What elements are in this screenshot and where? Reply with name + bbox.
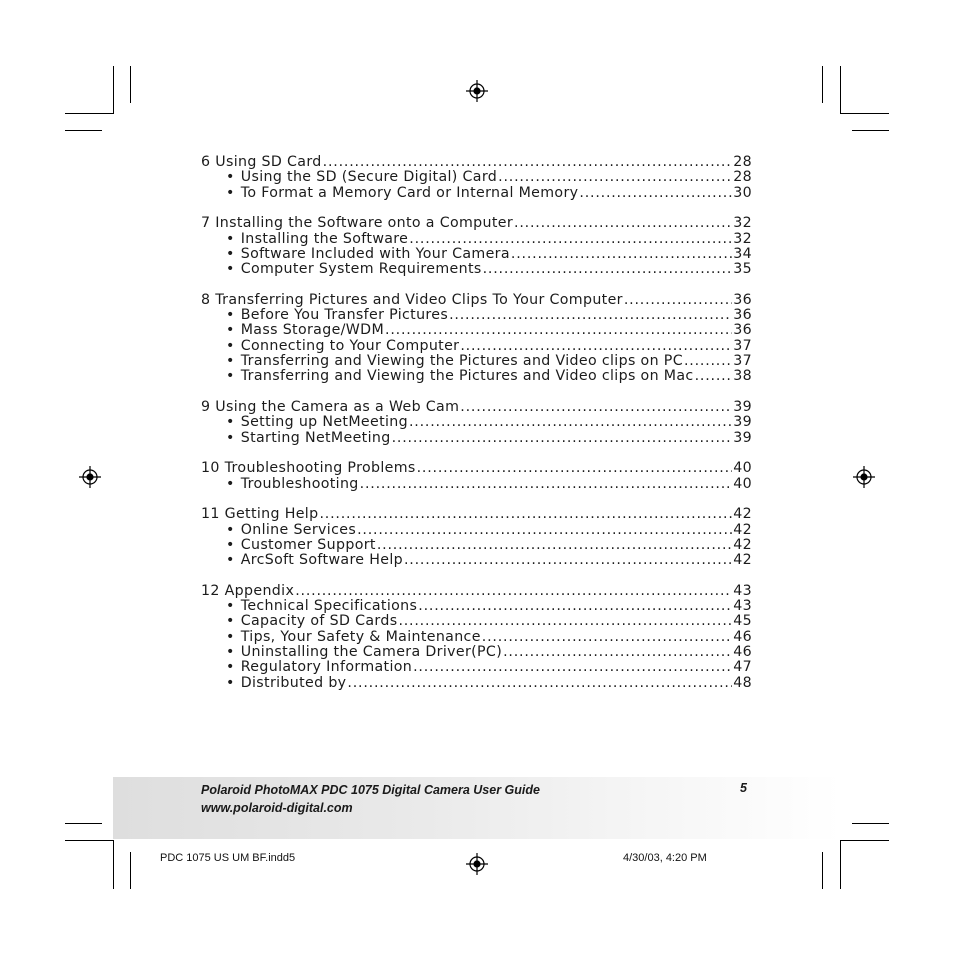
dot-leader [409,415,732,430]
toc-sub-entry [201,599,752,614]
toc-item-label: Connecting to Your Computer [240,338,460,354]
toc-sub-entry [201,538,752,553]
dot-leader [684,354,732,369]
footer-title: Polaroid PhotoMAX PDC 1075 Digital Camera User Guide [201,783,540,797]
bullet-icon: • [226,231,235,247]
toc-page-number: 43 [733,583,752,599]
toc-item-label: Online Services [240,522,357,538]
page-number: 5 [740,781,747,795]
toc-sub-entry [201,308,752,323]
toc-item-label: Customer Support [240,537,376,553]
toc-page-number: 42 [733,537,752,553]
bullet-icon: • [226,185,235,201]
bullet-icon: • [226,430,235,446]
registration-mark-icon [466,80,488,102]
dot-leader [404,553,732,568]
toc-item-label: To Format a Memory Card or Internal Memory [240,185,579,201]
bullet-icon: • [226,537,235,553]
dot-leader [418,599,732,614]
bleed-line [65,840,114,841]
toc-section [201,400,752,446]
dot-leader [409,232,732,247]
bullet-icon: • [226,338,235,354]
dot-leader [385,323,732,338]
dot-leader [579,186,732,201]
dot-leader [503,645,732,660]
toc-page-number: 39 [733,415,752,431]
toc-page-number: 32 [733,231,752,247]
toc-chapter-title: 11 Getting Help [201,507,319,523]
toc-page-number: 42 [733,522,752,538]
toc-chapter-entry [201,584,752,599]
bullet-icon: • [226,660,235,676]
toc-page-number: 48 [733,675,752,691]
toc-chapter-title: 10 Troubleshooting Problems [201,461,416,477]
bullet-icon: • [226,599,235,615]
toc-section [201,461,752,492]
bullet-icon: • [226,308,235,324]
toc-item-label: Transferring and Viewing the Pictures and Video clips on Mac [240,369,694,385]
toc-page-number: 28 [733,155,752,170]
toc-item-label: Before You Transfer Pictures [240,308,449,324]
toc-page-number: 45 [733,614,752,630]
toc-page-number: 40 [733,461,752,477]
bleed-line [840,113,889,114]
toc-sub-entry [201,369,752,384]
dot-leader [449,308,732,323]
toc-sub-entry [201,660,752,675]
toc-page-number: 39 [733,400,752,416]
dot-leader [514,216,732,231]
toc-page-number: 39 [733,430,752,446]
registration-mark-icon [79,466,101,488]
toc-sub-entry [201,186,752,201]
toc-item-label: Setting up NetMeeting [240,415,408,431]
toc-sub-entry [201,645,752,660]
toc-chapter-title: 12 Appendix [201,583,295,599]
table-of-contents [201,155,752,706]
slug-filename: PDC 1075 US UM BF.indd5 [160,852,296,864]
bleed-line [113,841,114,889]
slug-date: 4/30/03, 4:20 PM [623,852,707,864]
toc-page-number: 36 [733,308,752,324]
toc-page-number: 40 [733,476,752,492]
bullet-icon: • [226,323,235,339]
crop-mark-icon [822,66,823,103]
toc-page-number: 36 [733,323,752,339]
bullet-icon: • [226,246,235,262]
toc-item-label: Using the SD (Secure Digital) Card [240,170,498,186]
toc-chapter-title: 6 Using SD Card [201,155,322,170]
dot-leader [295,584,732,599]
toc-item-label: Starting NetMeeting [240,430,391,446]
toc-item-label: Uninstalling the Camera Driver(PC) [240,645,503,661]
toc-item-label: Computer System Requirements [240,262,482,278]
toc-page-number: 46 [733,645,752,661]
bullet-icon: • [226,170,235,186]
bleed-line [113,66,114,113]
toc-page-number: 42 [733,507,752,523]
dot-leader [624,293,732,308]
registration-mark-icon [466,853,488,875]
toc-item-label: Installing the Software [240,231,409,247]
toc-chapter-entry [201,400,752,415]
bleed-line [840,841,841,889]
toc-page-number: 43 [733,599,752,615]
toc-chapter-title: 9 Using the Camera as a Web Cam [201,400,460,416]
bullet-icon: • [226,369,235,385]
dot-leader [511,247,732,262]
dot-leader [460,400,732,415]
dot-leader [417,461,733,476]
crop-mark-icon [130,852,131,889]
bullet-icon: • [226,614,235,630]
crop-mark-icon [65,130,102,131]
toc-item-label: Distributed by [240,675,347,691]
toc-item-label: Mass Storage/WDM [240,323,385,339]
bleed-line [840,66,841,113]
toc-page-number: 37 [733,338,752,354]
footer-url: www.polaroid-digital.com [201,801,353,815]
toc-page-number: 34 [733,246,752,262]
toc-sub-entry [201,676,752,691]
dot-leader [319,507,732,522]
toc-sub-entry [201,431,752,446]
toc-page-number: 42 [733,553,752,569]
toc-page-number: 28 [733,170,752,186]
toc-chapter-entry [201,293,752,308]
toc-sub-entry [201,247,752,262]
bullet-icon: • [226,522,235,538]
toc-page-number: 32 [733,216,752,232]
toc-sub-entry [201,232,752,247]
dot-leader [413,660,732,675]
toc-sub-entry [201,262,752,277]
toc-item-label: Regulatory Information [240,660,413,676]
crop-mark-icon [822,852,823,889]
toc-page-number: 37 [733,354,752,370]
dot-leader [695,369,733,384]
toc-sub-entry [201,415,752,430]
bullet-icon: • [226,415,235,431]
toc-sub-entry [201,523,752,538]
crop-mark-icon [65,823,102,824]
dot-leader [357,523,732,538]
toc-item-label: Technical Specifications [240,599,418,615]
crop-mark-icon [852,823,889,824]
toc-chapter-entry [201,507,752,522]
toc-item-label: ArcSoft Software Help [240,553,403,569]
bullet-icon: • [226,262,235,278]
toc-chapter-entry [201,461,752,476]
bullet-icon: • [226,675,235,691]
dot-leader [347,676,732,691]
toc-item-label: Software Included with Your Camera [240,246,510,262]
dot-leader [498,170,732,185]
toc-section [201,584,752,691]
toc-chapter-title: 8 Transferring Pictures and Video Clips To Your Computer [201,292,623,308]
toc-sub-entry [201,339,752,354]
bullet-icon: • [226,476,235,492]
bullet-icon: • [226,645,235,661]
dot-leader [323,155,733,170]
toc-sub-entry [201,614,752,629]
toc-section [201,216,752,277]
bullet-icon: • [226,629,235,645]
toc-section [201,293,752,385]
toc-sub-entry [201,630,752,645]
dot-leader [392,431,733,446]
toc-sub-entry [201,354,752,369]
dot-leader [483,262,733,277]
bullet-icon: • [226,553,235,569]
toc-item-label: Tips, Your Safety & Maintenance [240,629,481,645]
toc-page-number: 30 [733,185,752,201]
toc-item-label: Troubleshooting [240,476,359,492]
dot-leader [360,477,733,492]
toc-section [201,155,752,201]
bleed-line [65,113,114,114]
dot-leader [460,339,732,354]
toc-chapter-entry [201,155,752,170]
dot-leader [482,630,732,645]
toc-chapter-entry [201,216,752,231]
dot-leader [398,614,732,629]
crop-mark-icon [852,130,889,131]
toc-item-label: Transferring and Viewing the Pictures and Video clips on PC [240,354,683,370]
toc-section [201,507,752,568]
toc-sub-entry [201,323,752,338]
dot-leader [377,538,732,553]
bleed-line [840,840,889,841]
toc-sub-entry [201,553,752,568]
toc-page-number: 46 [733,629,752,645]
toc-chapter-title: 7 Installing the Software onto a Computer [201,216,514,232]
toc-page-number: 47 [733,660,752,676]
crop-mark-icon [130,66,131,103]
toc-page-number: 35 [733,262,752,278]
toc-sub-entry [201,170,752,185]
toc-page-number: 38 [733,369,752,385]
toc-item-label: Capacity of SD Cards [240,614,398,630]
bullet-icon: • [226,354,235,370]
registration-mark-icon [853,466,875,488]
toc-page-number: 36 [733,292,752,308]
toc-sub-entry [201,477,752,492]
